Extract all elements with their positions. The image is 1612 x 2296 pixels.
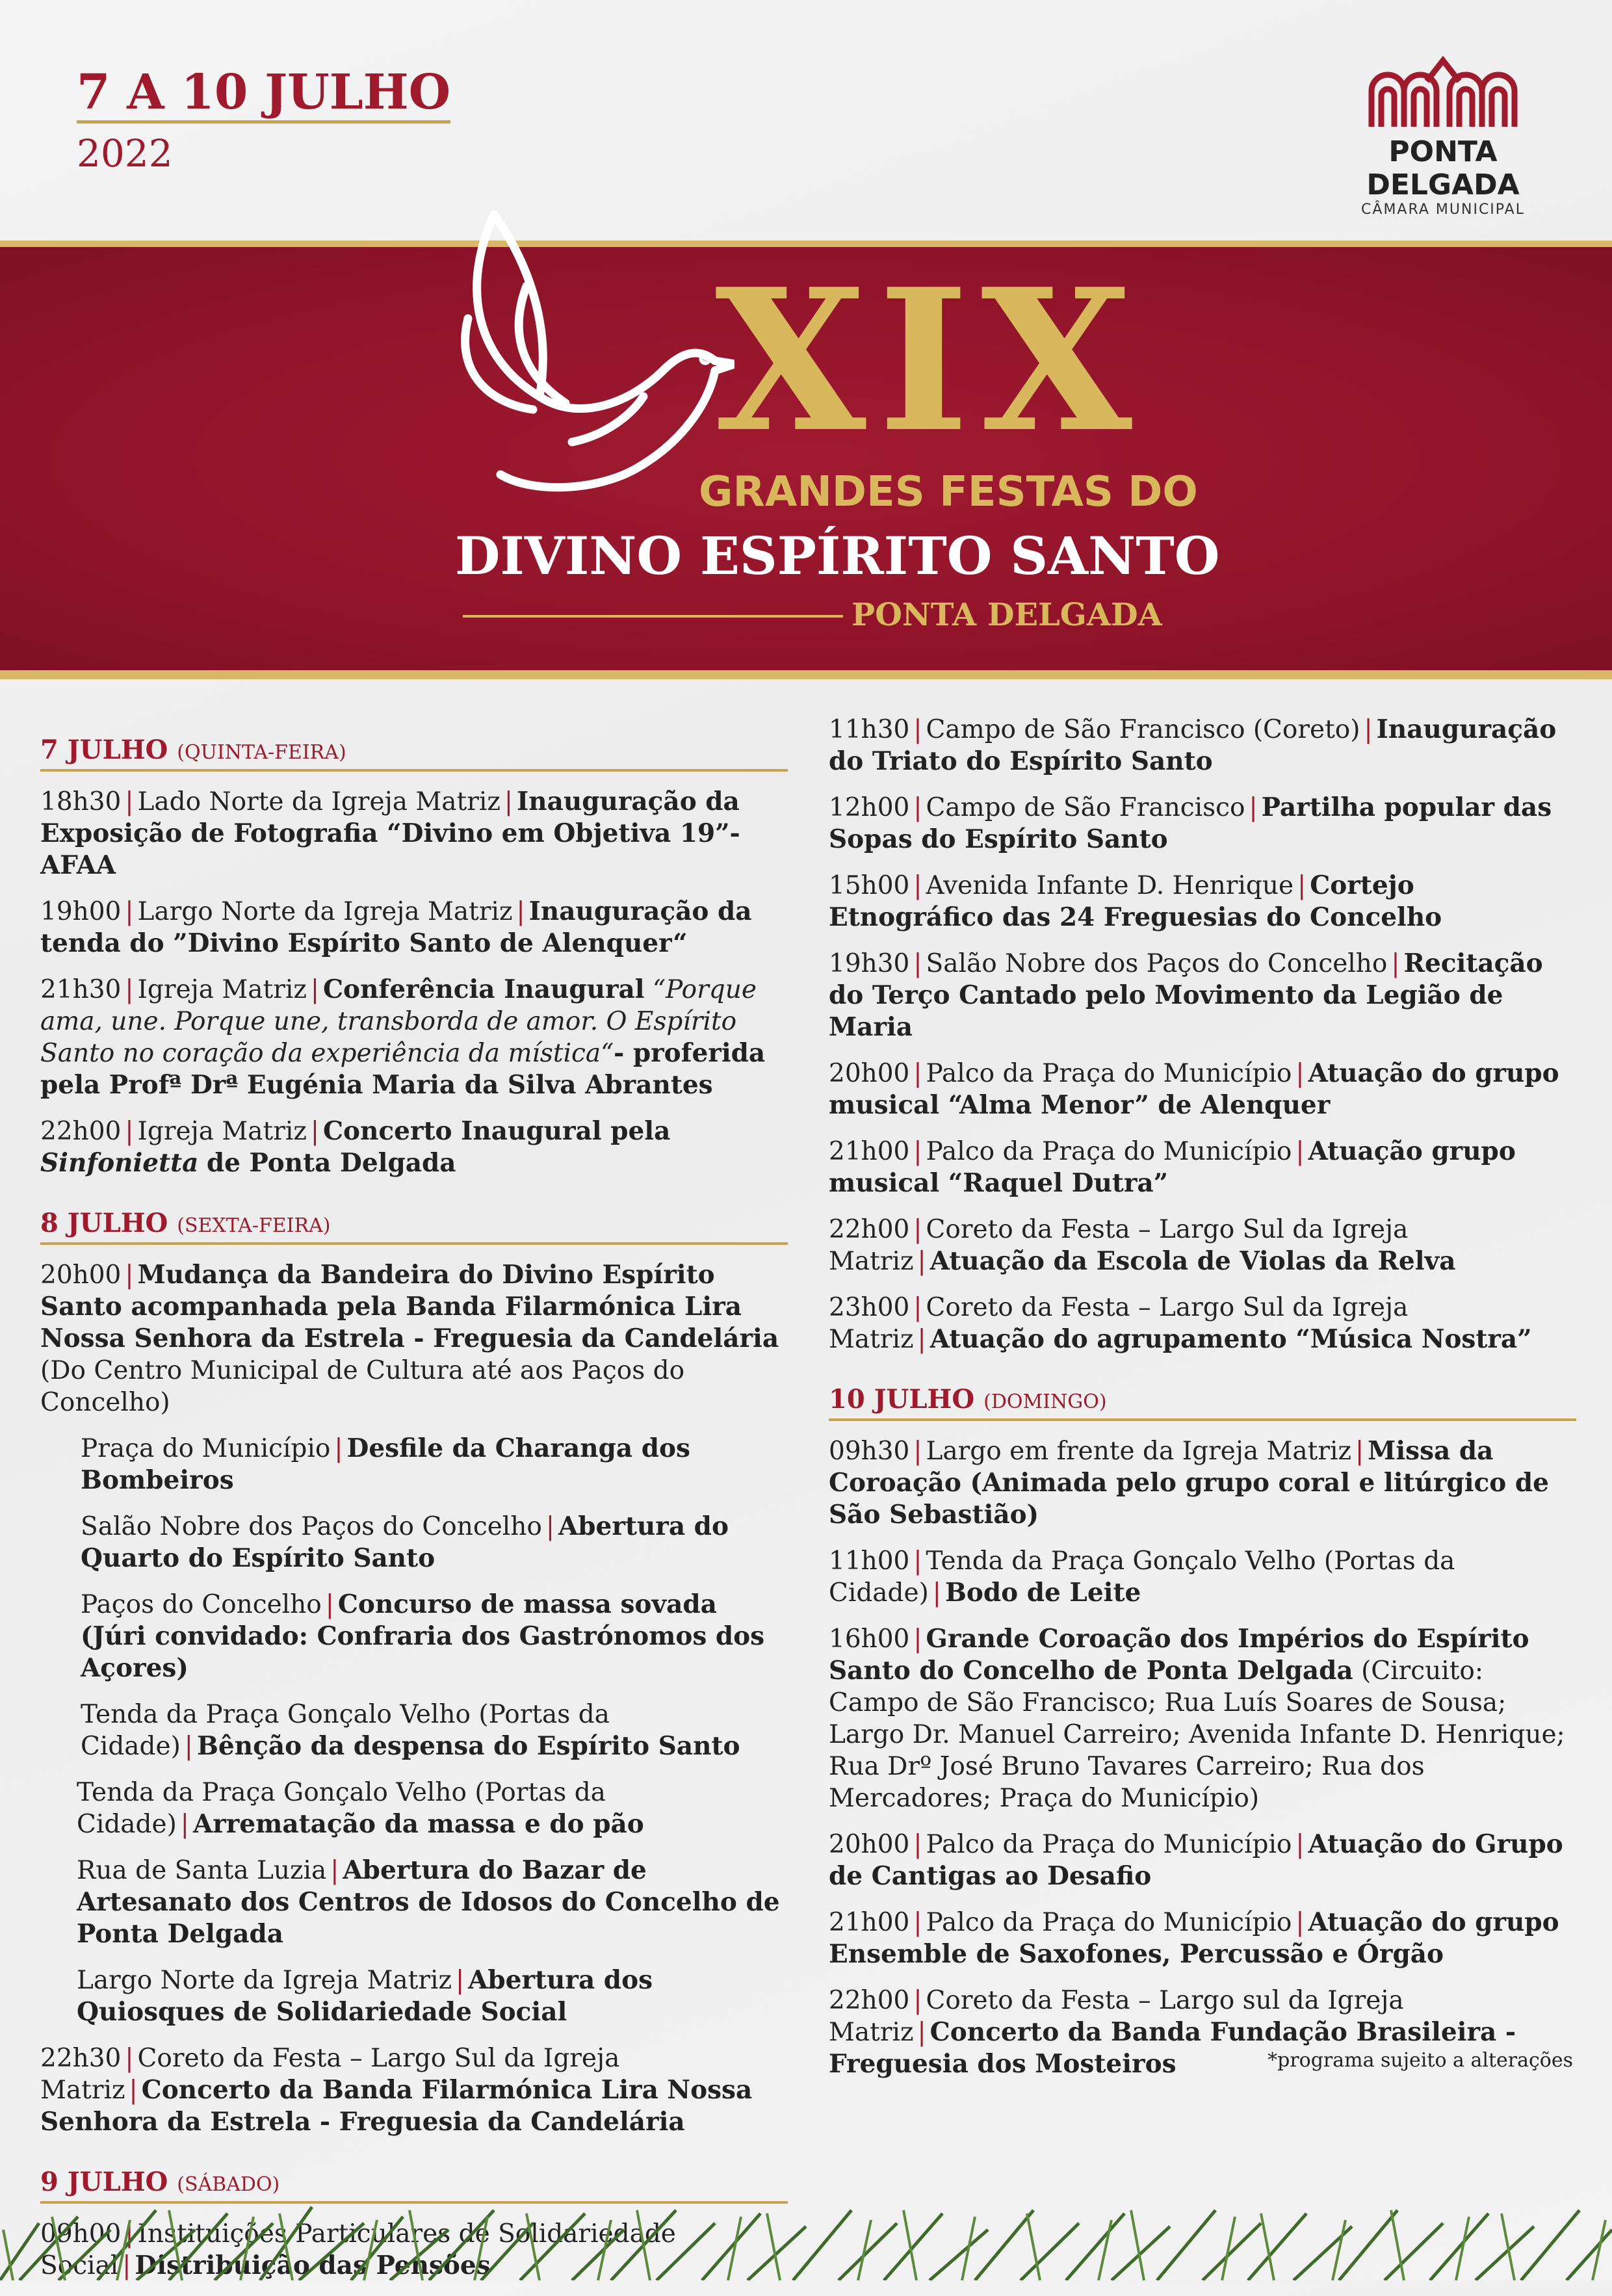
event-item: 22h00 | Coreto da Festa – Largo Sul da Igreja Matriz | Atuação da Escola de Violas da Relva (829, 1215, 1456, 1276)
program-left-column (40, 715, 788, 2296)
procession-stop: Praça do Município | Desfile da Charanga dos Bombeiros (81, 1433, 690, 1495)
event-item: 16h00 | Grande Coroação dos Impérios do Espírito Santo do Concelho de Ponta Delgada (Circuito: Campo de São Francisco; Rua Luís Soares de Sousa; Largo Dr. Manuel Carreiro; Avenida Infante D. Henrique; Rua Drº José Bruno Tavares Carreiro; Rua dos Mercadores; Praça do Município) (829, 1624, 1565, 1813)
day-heading-7: 7 JULHO (QUINTA-FEIRA) (40, 735, 788, 772)
event-item: 21h30 | Igreja Matriz | Conferência Inaugural “Porque ama, une. Porque une, transborda de amor. O Espírito Santo no coração da experiência da mística“- proferida pela Profª Drª Eugénia Maria da Silva Abrantes (40, 974, 766, 1100)
banner-line-1: GRANDES FESTAS DO (699, 468, 1198, 516)
edition-numeral: XIX (715, 246, 1144, 475)
event-item: 22h00 | Igreja Matriz | Concerto Inaugural pela Sinfonietta de Ponta Delgada (40, 1116, 671, 1178)
program-right-column (829, 714, 1576, 2094)
arches-icon (1365, 55, 1521, 130)
event-item: 15h00 | Avenida Infante D. Henrique | Cortejo Etnográfico das 24 Freguesias do Concelho (829, 870, 1442, 932)
procession-stop: Rua de Santa Luzia | Abertura do Bazar de Artesanato dos Centros de Idosos do Concelho de Ponta Delgada (77, 1855, 780, 1949)
pine-branches-decoration (0, 2184, 1612, 2280)
event-item: 12h00 | Campo de São Francisco | Partilha popular das Sopas do Espírito Santo (829, 792, 1552, 854)
gold-divider (463, 615, 843, 618)
event-item: 19h30 | Salão Nobre dos Paços do Concelho | Recitação do Terço Cantado pelo Movimento da Legião de Maria (829, 948, 1543, 1042)
event-item: 21h00 | Palco da Praça do Município | Atuação grupo musical “Raquel Dutra” (829, 1136, 1516, 1198)
event-item: 20h00 | Palco da Praça do Município | Atuação do Grupo de Cantigas ao Desafio (829, 1829, 1563, 1891)
day-heading-9: 9 JULHO (SÁBADO) (40, 2167, 788, 2204)
logo-title: PONTA DELGADA (1366, 135, 1520, 202)
event-item: 09h00 | Instituições Particulares de Solidariedade Social | Distribuição das Pensões (40, 2219, 676, 2280)
event-item: 22h30 | Coreto da Festa – Largo Sul da Igreja Matriz | Concerto da Banda Filarmónica Lira Nossa Senhora da Estrela - Freguesia da Candelária (40, 2044, 753, 2137)
event-item: 11h00 | Tenda da Praça Gonçalo Velho (Portas da Cidade) | Bodo de Leite (829, 1546, 1455, 1608)
municipality-logo (1313, 55, 1573, 218)
event-item: 09h30 | Largo em frente da Igreja Matriz | Missa da Coroação (Animada pelo grupo coral e litúrgico de São Sebastião) (829, 1436, 1549, 1530)
day-heading-10: 10 JULHO (DOMINGO) (829, 1384, 1576, 1421)
event-item: 22h00 | Coreto da Festa – Largo sul da Igreja Matriz | Concerto da Banda Fundação Brasileira - Freguesia dos Mosteiros (829, 1986, 1516, 2079)
date-range: 7 A 10 JULHO (77, 65, 450, 124)
procession-stop: Paços do Concelho | Concurso de massa sovada (Júri convidado: Confraria dos Gastrónomos dos Açores) (81, 1589, 765, 1683)
procession-stop: Tenda da Praça Gonçalo Velho (Portas da Cidade) | Bênção da despensa do Espírito Santo (81, 1700, 740, 1761)
procession-stop: Tenda da Praça Gonçalo Velho (Portas da Cidade) | Arrematação da massa e do pão (77, 1778, 644, 1839)
procession-stop: Salão Nobre dos Paços do Concelho | Abertura do Quarto do Espírito Santo (81, 1511, 729, 1573)
logo-subtitle: CÂMARA MUNICIPAL (1361, 202, 1525, 218)
day-heading-8: 8 JULHO (SEXTA-FEIRA) (40, 1208, 788, 1245)
year: 2022 (77, 131, 173, 176)
event-item: 20h00 | Mudança da Bandeira do Divino Espírito Santo acompanhada pela Banda Filarmónica Lira Nossa Senhora da Estrela - Freguesia da Candelária (Do Centro Municipal de Cultura até aos Paços do Concelho) (40, 1260, 779, 1417)
event-item: 18h30 | Lado Norte da Igreja Matriz | Inauguração da Exposição de Fotografia “Divino em Objetiva 19”- AFAA (40, 787, 740, 880)
dove-icon (448, 208, 734, 514)
banner-line-3: PONTA DELGADA (852, 597, 1162, 633)
event-item: 11h30 | Campo de São Francisco (Coreto) | Inauguração do Triato do Espírito Santo (829, 714, 1557, 776)
event-dates (77, 65, 450, 176)
event-item: 21h00 | Palco da Praça do Município | Atuação do grupo Ensemble de Saxofones, Percussão e Órgão (829, 1907, 1559, 1969)
footnote: *programa sujeito a alterações (1268, 2049, 1573, 2072)
event-item: 23h00 | Coreto da Festa – Largo Sul da Igreja Matriz | Atuação do agrupamento “Música Nostra” (829, 1293, 1532, 1354)
banner-line-2: DIVINO ESPÍRITO SANTO (455, 525, 1220, 586)
event-item: 20h00 | Palco da Praça do Município | Atuação do grupo musical “Alma Menor” de Alenquer (829, 1058, 1559, 1120)
procession-stop: Largo Norte da Igreja Matriz | Abertura dos Quiosques de Solidariedade Social (77, 1965, 653, 2027)
event-item: 19h00 | Largo Norte da Igreja Matriz | Inauguração da tenda do ”Divino Espírito Santo de Alenquer“ (40, 896, 752, 958)
